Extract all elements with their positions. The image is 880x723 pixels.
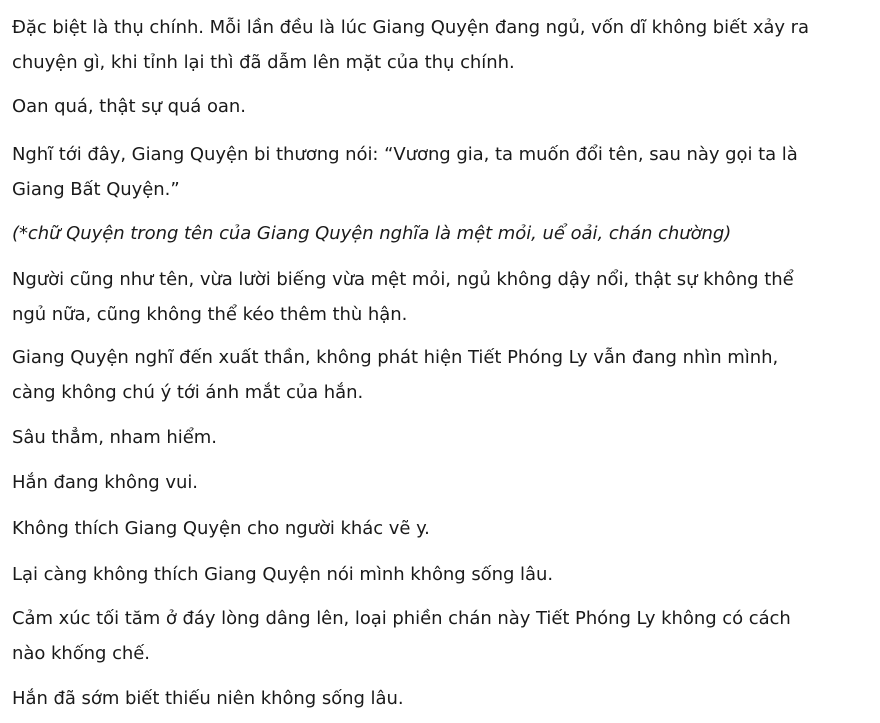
paragraph-line: Không thích Giang Quyện cho người khác vẽ y. (12, 518, 430, 539)
paragraph-line: nào khống chế. (12, 643, 150, 664)
paragraph-line: ngủ nữa, cũng không thể kéo thêm thù hận. (12, 304, 408, 325)
paragraph-6 (12, 340, 872, 410)
paragraph-2 (12, 89, 872, 124)
paragraph-line: càng không chú ý tới ánh mắt của hắn. (12, 382, 364, 403)
paragraph-line: (*chữ Quyện trong tên của Giang Quyện nghĩa là mệt mỏi, uể oải, chán chường) (12, 223, 732, 244)
paragraph-line: Giang Quyện nghĩ đến xuất thần, không phát hiện Tiết Phóng Ly vẫn đang nhìn mình, (12, 347, 779, 368)
paragraph-line: Người cũng như tên, vừa lười biếng vừa mệt mỏi, ngủ không dậy nổi, thật sự không thể (12, 269, 794, 290)
paragraph-line: Lại càng không thích Giang Quyện nói mình không sống lâu. (12, 564, 554, 585)
paragraph-8 (12, 465, 872, 500)
paragraph-line: Cảm xúc tối tăm ở đáy lòng dâng lên, loại phiền chán này Tiết Phóng Ly không có cách (12, 608, 791, 629)
paragraph-10 (12, 557, 872, 592)
paragraph-line: Sâu thẳm, nham hiểm. (12, 427, 217, 448)
paragraph-line: Oan quá, thật sự quá oan. (12, 96, 246, 117)
paragraph-line: Giang Bất Quyện.” (12, 179, 180, 200)
paragraph-line: Hắn đang không vui. (12, 472, 198, 493)
paragraph-line: chuyện gì, khi tỉnh lại thì đã dẫm lên mặt của thụ chính. (12, 52, 515, 73)
paragraph-5 (12, 262, 872, 332)
paragraph-line: Hắn đã sớm biết thiếu niên không sống lâu. (12, 688, 404, 709)
paragraph-line: Đặc biệt là thụ chính. Mỗi lần đều là lúc Giang Quyện đang ngủ, vốn dĩ không biết xảy ra (12, 17, 810, 38)
paragraph-1 (12, 10, 872, 80)
paragraph-3 (12, 137, 872, 207)
paragraph-4-note (12, 216, 872, 251)
paragraph-12 (12, 681, 872, 716)
paragraph-11 (12, 601, 872, 671)
paragraph-7 (12, 420, 872, 455)
paragraph-9 (12, 511, 872, 546)
paragraph-line: Nghĩ tới đây, Giang Quyện bi thương nói: “Vương gia, ta muốn đổi tên, sau này gọi ta là (12, 144, 798, 165)
